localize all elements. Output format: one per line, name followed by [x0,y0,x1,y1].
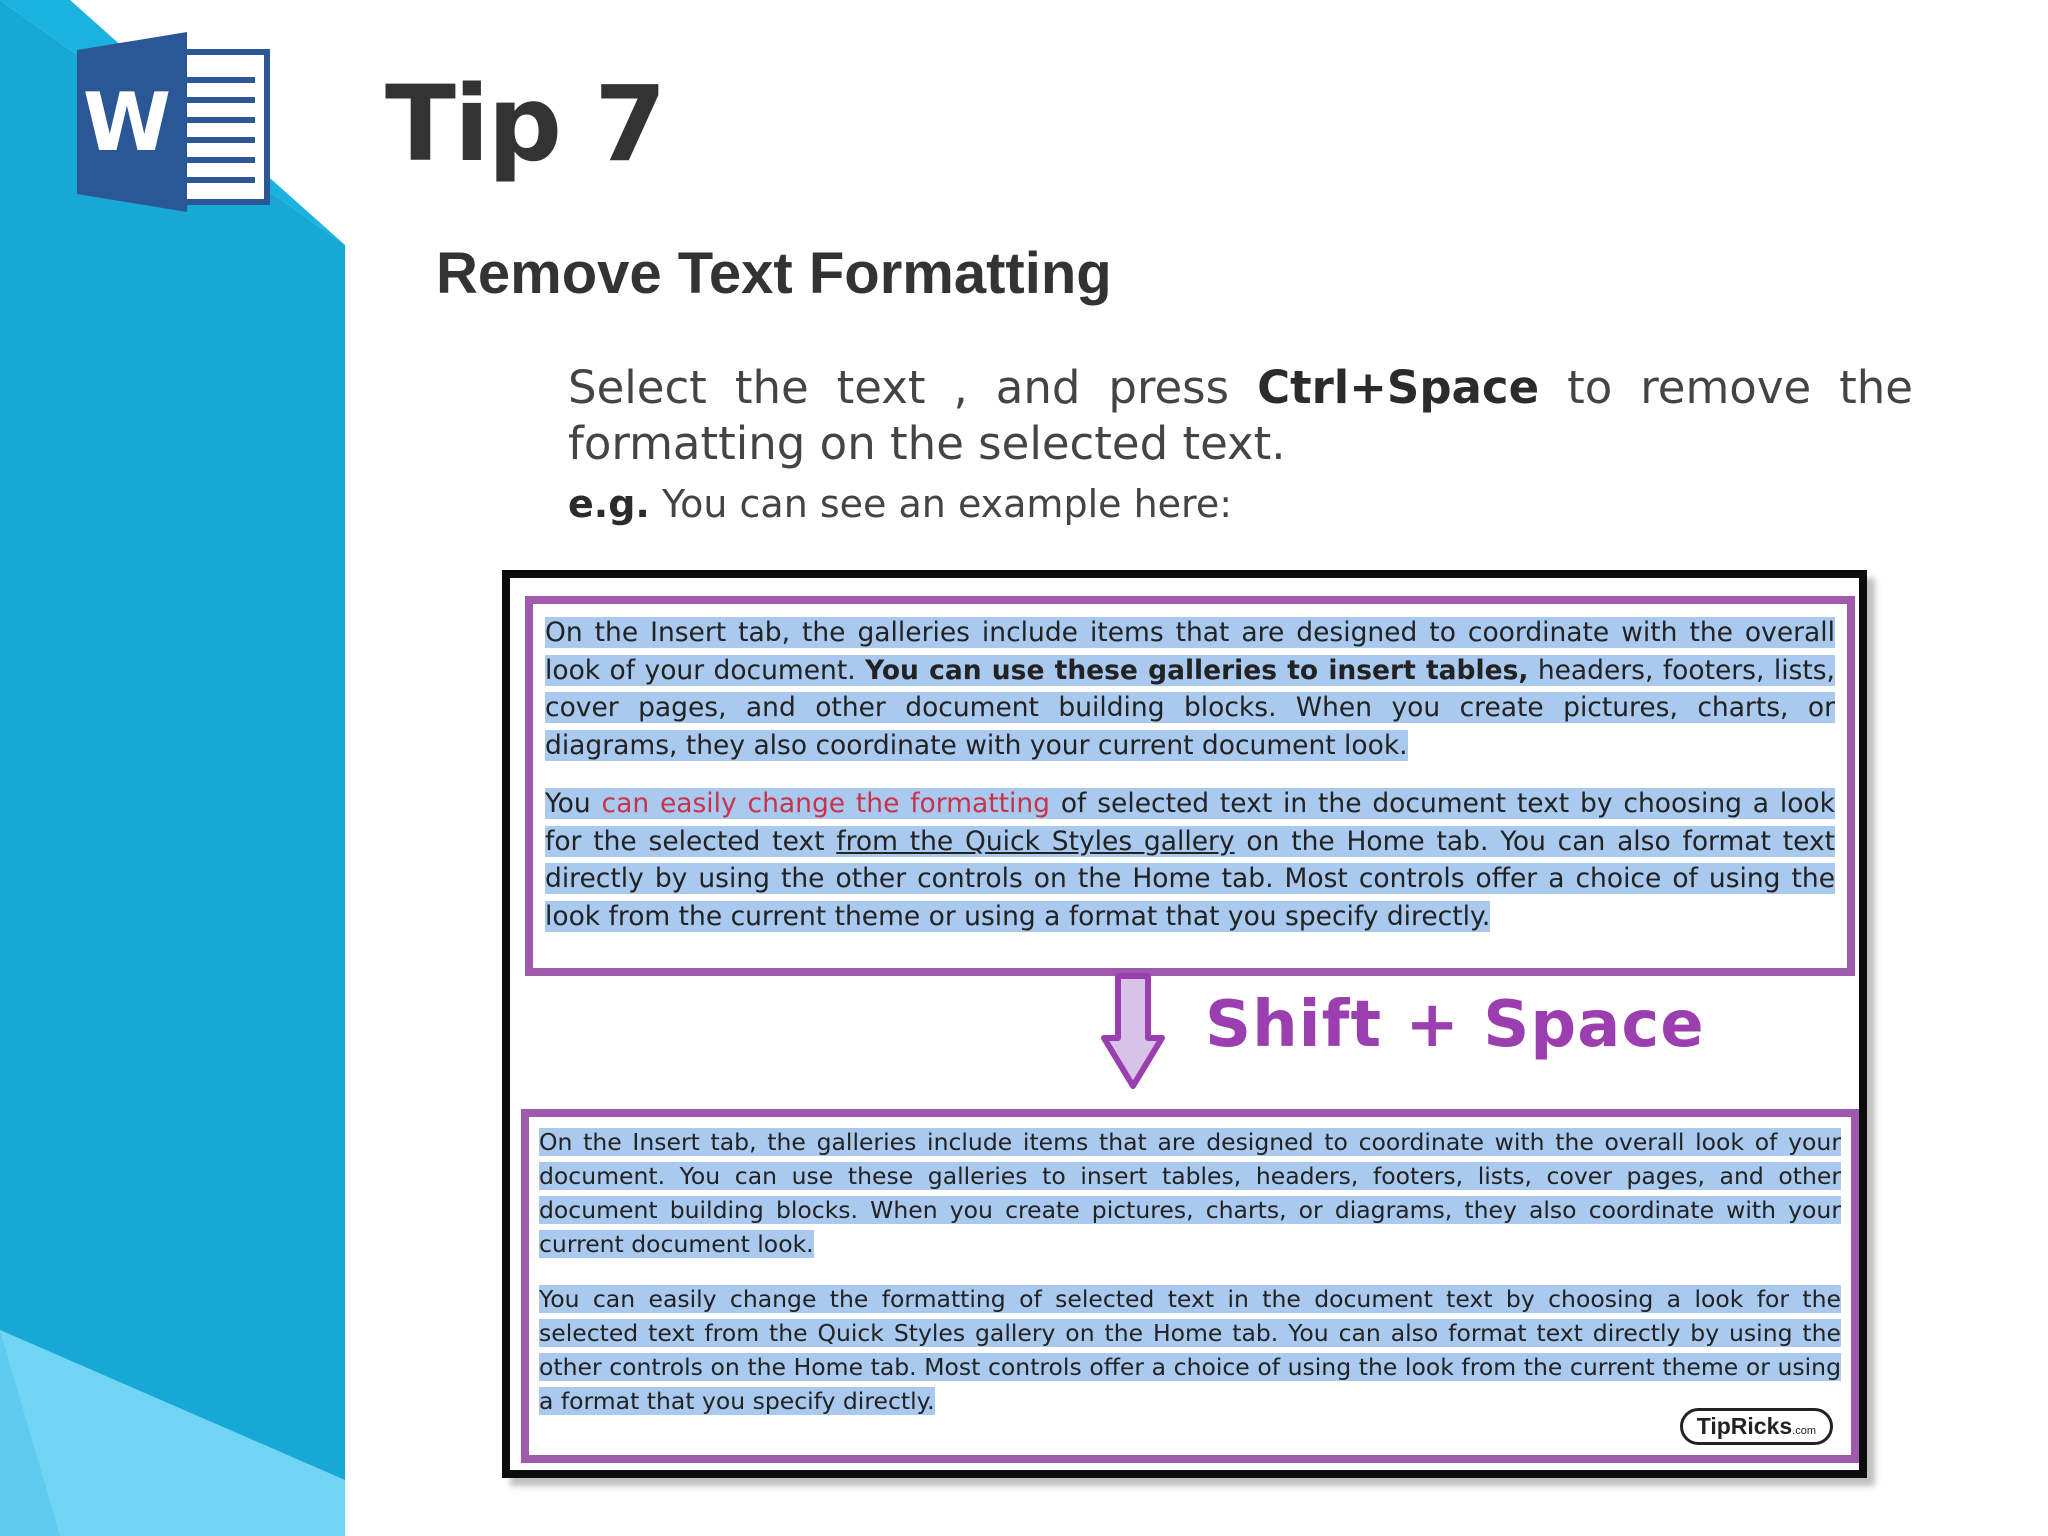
plain-paragraph-1: On the Insert tab, the galleries include items that are designed to coordinate with the overall look of your document. You can use these galleries to insert tables, headers, footers, lists, cover pages, and other document building blocks. When you create pictures, charts, or diagrams, they also coordinate with your current document look. [539,1128,1841,1258]
keyboard-shortcut: Ctrl+Space [1257,361,1540,414]
red-text: can easily change the formatting [601,788,1051,819]
underlined-text: from the Quick Styles gallery [836,825,1235,857]
shortcut-label: Shift + Space [1205,988,1705,1062]
bold-text: You can use these galleries to insert tables, [865,654,1529,686]
word-logo-letter: W [82,76,172,169]
instruction-text [568,360,1913,472]
microsoft-word-icon [75,32,275,212]
example-intro [568,482,1232,526]
decorative-side-band [0,0,345,1536]
eg-text: You can see an example here: [649,482,1233,526]
example-figure [502,570,1867,1478]
formatted-paragraph-1: On the Insert tab, the galleries include items that are designed to coordinate with the overall look of your document. You can use these galleries to insert tables, headers, footers, lists, cover pages, and other document building blocks. When you create pictures, charts, or diagrams, they also coordinate with your current document look. [545,617,1835,761]
instruction-post: to remove the formatting on the selected text. [568,361,1913,470]
down-arrow-icon [1100,972,1166,1090]
formatted-paragraph-2: You can easily change the formatting of selected text in the document text by choosing a look for the selected text from the Quick Styles gallery on the Home tab. You can also format text directly by using the other controls on the Home tab. Most controls offer a choice of using the look from the current theme or using a format that you specify directly. [545,788,1835,932]
slide-subtitle: Remove Text Formatting [436,241,1112,306]
tipricks-watermark: TipRicks.com [1680,1408,1833,1445]
formatted-text-panel [525,596,1855,976]
instruction-pre: Select the text , and press [568,361,1258,414]
plain-paragraph-2: You can easily change the formatting of selected text in the document text by choosing a look for the selected text from the Quick Styles gallery on the Home tab. You can also format text directly by using the other controls on the Home tab. Most controls offer a choice of using the look from the current theme or using a format that you specify directly. [539,1285,1841,1415]
plain-text-panel [521,1109,1859,1463]
eg-label: e.g. [568,482,650,526]
slide-title: Tip 7 [385,63,665,185]
